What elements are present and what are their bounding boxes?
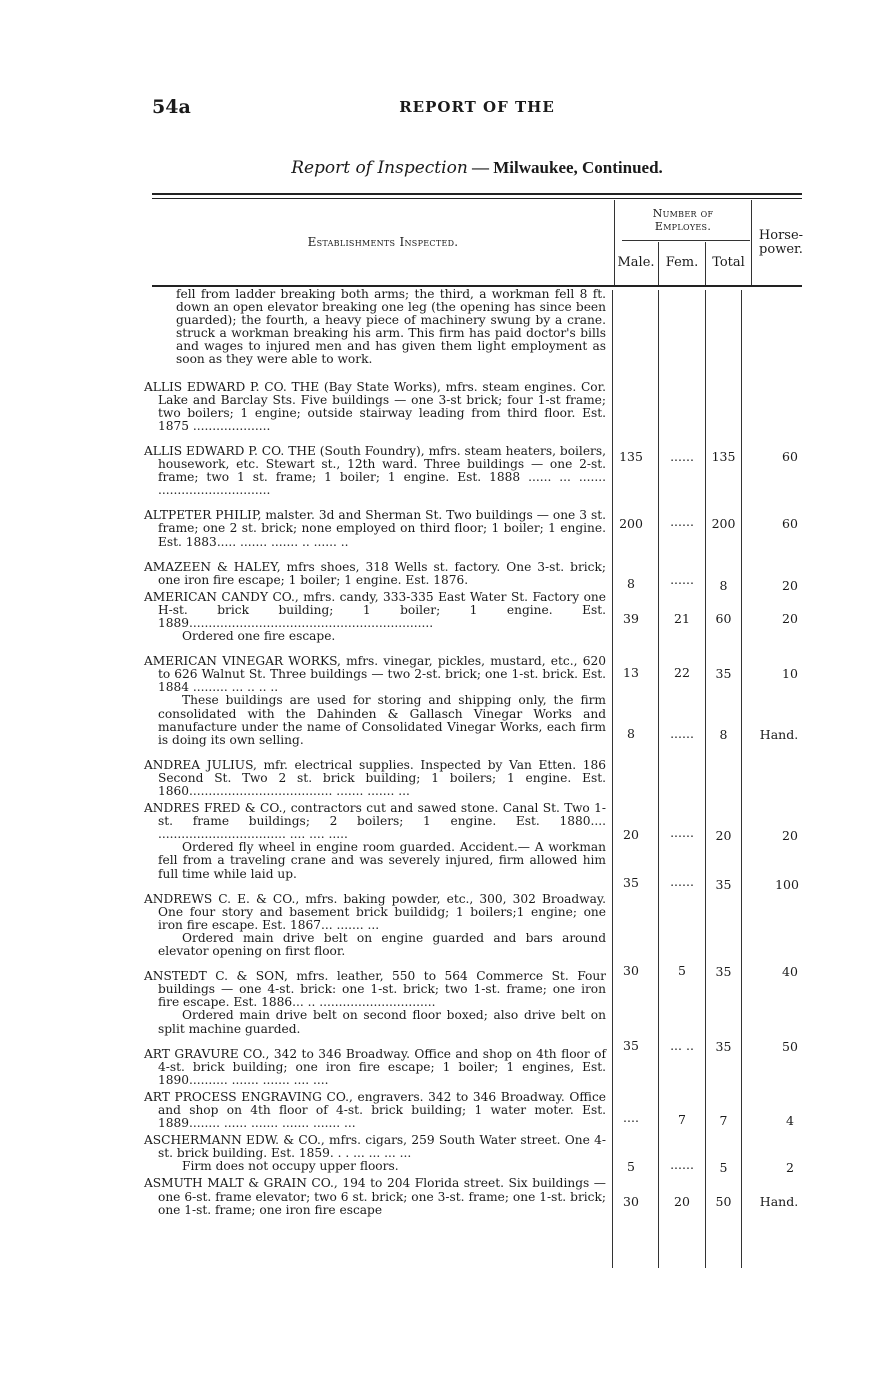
- entry-altpeter: [144, 509, 606, 548]
- entry-text: ART PROCESS ENGRAVING CO., engravers. 342 to 346 Broadway. Office and shop on 4th floor of 4-st. brick building; 1 water moter. Est. 1889........ ...... ....... ....... ....... ...: [144, 1089, 606, 1131]
- entry-aschermann: [144, 1134, 606, 1173]
- fem-count: ... ..: [670, 1038, 694, 1053]
- total-count: 35: [715, 666, 732, 681]
- entry-text: ALLIS EDWARD P. CO. THE (South Foundry), mfrs. steam heaters, boilers, housework, etc. Stewart st., 12th ward. Three buildings — one 2-st. frame; two 1 st. frame; 1 boiler; 1 engine. Est. 1888 ...... ... ....... .............................: [144, 443, 606, 498]
- male-count: 39: [623, 611, 639, 626]
- male-count: 30: [623, 1194, 639, 1209]
- entry-order: Firm does not occupy upper floors.: [182, 1159, 399, 1174]
- entry-text: AMERICAN CANDY CO., mfrs. candy, 333-335 East Water St. Factory one H-st. brick building; 1 boiler; 1 engine. Est. 1889...............................................................: [144, 589, 606, 630]
- horse-power-header-line1: Horse-: [758, 228, 804, 243]
- fem-header: Fem.: [665, 255, 699, 270]
- horse-power: 10: [782, 666, 798, 681]
- entry-text: ASMUTH MALT & GRAIN CO., 194 to 204 Florida street. Six buildings — one 6-st. frame elevator; two 6 st. brick; one 3-st. frame; one 1-st. brick; one 1-st. frame; one iron fire escape: [144, 1176, 606, 1217]
- fem-count: ......: [670, 572, 694, 587]
- page-number: 54a: [152, 96, 191, 118]
- fem-count: 21: [674, 611, 690, 626]
- entry-text: ART GRAVURE CO., 342 to 346 Broadway. Office and shop on 4th floor of 4-st. brick building; one iron fire escape; 1 boiler; 1 engines, Est. 1890.......... ....... ....... .... ....: [144, 1046, 606, 1087]
- subtitle-italic: Report of Inspection: [291, 158, 468, 178]
- fem-count: ......: [670, 1157, 694, 1172]
- male-count: 20: [623, 827, 639, 842]
- total-count: 8: [719, 578, 728, 593]
- entry-text: ANDREWS C. E. & CO., mfrs. baking powder, etc., 300, 302 Broadway. One four story and basement brick buildidg; 1 boilers;1 engine; one iron fire escape. Est. 1867... ....... ...: [144, 891, 606, 932]
- fem-count: 22: [674, 665, 690, 680]
- entry-anstedt: [144, 970, 606, 1035]
- entry-andres-fred: [144, 802, 606, 881]
- body-col-divider-1: [612, 290, 613, 1268]
- horse-power: 50: [782, 1039, 798, 1054]
- horse-power: 60: [782, 516, 798, 531]
- fem-count: ......: [670, 449, 694, 464]
- entry-andrews: [144, 893, 606, 958]
- horse-power: Hand.: [759, 1194, 799, 1209]
- report-subtitle: [152, 158, 802, 178]
- entry-andrea-julius: [144, 759, 606, 798]
- total-header: Total: [712, 255, 745, 270]
- fem-count: ......: [670, 726, 694, 741]
- male-count: 200: [619, 516, 643, 531]
- subtitle-rest: — Milwaukee, Continued.: [467, 158, 663, 177]
- fem-count: ......: [670, 514, 694, 529]
- male-header: Male.: [617, 255, 655, 270]
- entry-american-candy: [144, 591, 606, 643]
- horse-power: Hand.: [759, 727, 799, 742]
- fem-count: ......: [670, 874, 694, 889]
- total-count: 200: [711, 516, 736, 531]
- entry-text: ANDRES FRED & CO., contractors cut and sawed stone. Canal St. Two 1-st. frame buildings; 2 boilers; 1 engine. Est. 1880.... ................................. .... .... .....: [144, 801, 606, 842]
- entry-text: AMAZEEN & HALEY, mfrs shoes, 318 Wells st. factory. One 3-st. brick; one iron fire escape; 1 boiler; 1 engine. Est. 1876.: [144, 559, 606, 587]
- total-count: 35: [715, 877, 732, 892]
- horse-power: 20: [782, 828, 798, 843]
- male-count: 13: [623, 665, 639, 680]
- entry-text: AMERICAN VINEGAR WORKS, mfrs. vinegar, pickles, mustard, etc., 620 to 626 Walnut St. Three buildings — two 2-st. brick; one 1-st. brick. Est. 1884 ......... ... .. .. ..: [144, 654, 606, 695]
- report-title: REPORT OF THE: [399, 98, 555, 116]
- horse-power: 40: [782, 964, 798, 979]
- male-count: 135: [619, 449, 643, 464]
- male-count: 5: [627, 1159, 635, 1174]
- fem-count: 5: [678, 963, 686, 978]
- male-count: ....: [623, 1110, 639, 1125]
- employes-header-line1: Number of: [652, 207, 714, 220]
- total-count: 7: [719, 1113, 728, 1128]
- male-count: 35: [623, 1038, 639, 1053]
- horse-power: 20: [782, 611, 798, 626]
- entry-order: These buildings are used for storing and shipping only, the firm consolidated with the Dahinden & Gallasch Vinegar Works and manufacture under the name of Consolidated Vinegar Works, each firm is doing its own selling.: [158, 693, 606, 747]
- male-count: 30: [623, 963, 639, 978]
- total-count: 35: [715, 1039, 732, 1054]
- fem-count: 20: [674, 1194, 690, 1209]
- entry-amazeen: [144, 561, 606, 587]
- horse-power: 20: [782, 578, 798, 593]
- entry-text: ASCHERMANN EDW. & CO., mfrs. cigars, 259 South Water street. One 4-st. brick building. Est. 1859. . . ... ... ... ...: [144, 1133, 606, 1161]
- col-divider-1: [614, 200, 615, 285]
- horse-power: 2: [786, 1160, 794, 1175]
- establishments-header: Establishments Inspected.: [307, 235, 459, 249]
- entry-allis-bay-state: [144, 381, 606, 433]
- entry-text: ALTPETER PHILIP, malster. 3d and Sherman St. Two buildings — one 3 st. frame; one 2 st. brick; none employed on third floor; 1 boiler; 1 engine. Est. 1883..... ....... ....... .. ...... ..: [144, 508, 606, 549]
- entry-asmuth: [144, 1177, 606, 1216]
- entry-text: ANSTEDT C. & SON, mfrs. leather, 550 to 564 Commerce St. Four buildings — one 4-st. brick: one 1-st. brick; two 1-st. frame; one iron fire escape. Est. 1886... .. ..............................: [144, 969, 606, 1010]
- fem-count: 7: [678, 1112, 686, 1127]
- entry-allis-south-foundry: [144, 445, 606, 497]
- entries-list: [144, 288, 606, 1217]
- entry-text: fell from ladder breaking both arms; the third, a workman fell 8 ft. down an open elevator breaking one leg (the opening has since been guarded); the fourth, a heavy piece of machinery swung by a crane. struck a workman breaking his arm. This firm has paid doctor's bills and wages to injured men and has given them light employment as soon as they were able to work.: [176, 287, 606, 367]
- entry-order: Ordered main drive belt on engine guarded and bars around elevator opening on first floor.: [158, 930, 606, 959]
- running-header: [152, 96, 802, 122]
- horse-power: 100: [775, 877, 799, 892]
- total-count: 60: [715, 611, 732, 626]
- horse-power: 60: [782, 449, 798, 464]
- male-count: 8: [627, 576, 635, 591]
- entry-art-process: [144, 1091, 606, 1130]
- entry-order: Ordered main drive belt on second floor boxed; also drive belt on split machine guarded.: [158, 1008, 606, 1036]
- male-count: 8: [627, 726, 635, 741]
- employes-header-line2: Employes.: [654, 220, 712, 233]
- table-top-rule-thin: [152, 198, 802, 199]
- horse-power: 4: [786, 1113, 794, 1128]
- body-col-divider-4: [741, 290, 742, 1268]
- entry-text: ANDREA JULIUS, mfr. electrical supplies. Inspected by Van Etten. 186 Second St. Two 2 st. brick building; 1 boilers; 1 engine. Est. 1860..................................... ....... ....... ...: [144, 757, 606, 798]
- table-top-rule-thick: [152, 193, 802, 195]
- total-count: 5: [719, 1160, 728, 1175]
- employes-group-rule: [622, 240, 750, 241]
- fem-count: ......: [670, 825, 694, 840]
- total-count: 20: [715, 828, 732, 843]
- total-count: 8: [719, 727, 728, 742]
- entry-continued: [144, 288, 606, 367]
- total-count: 50: [715, 1194, 732, 1209]
- entry-order: Ordered one fire escape.: [182, 629, 336, 644]
- entry-text: ALLIS EDWARD P. CO. THE (Bay State Works), mfrs. steam engines. Cor. Lake and Barclay Sts. Five buildings — one 3-st brick; four 1-st frame; two boilers; 1 engine; outside stairway leading from third floor. Est. 1875 ....................: [144, 379, 606, 433]
- total-count: 35: [715, 964, 732, 979]
- total-count: 135: [711, 449, 736, 464]
- male-count: 35: [623, 875, 639, 890]
- horse-power-header-line2: power.: [759, 242, 803, 257]
- entry-order: Ordered fly wheel in engine room guarded. Accident.— A workman fell from a traveling crane and was severely injured, firm allowed him full time while laid up.: [158, 840, 606, 881]
- entry-american-vinegar: [144, 655, 606, 747]
- entry-art-gravure: [144, 1048, 606, 1087]
